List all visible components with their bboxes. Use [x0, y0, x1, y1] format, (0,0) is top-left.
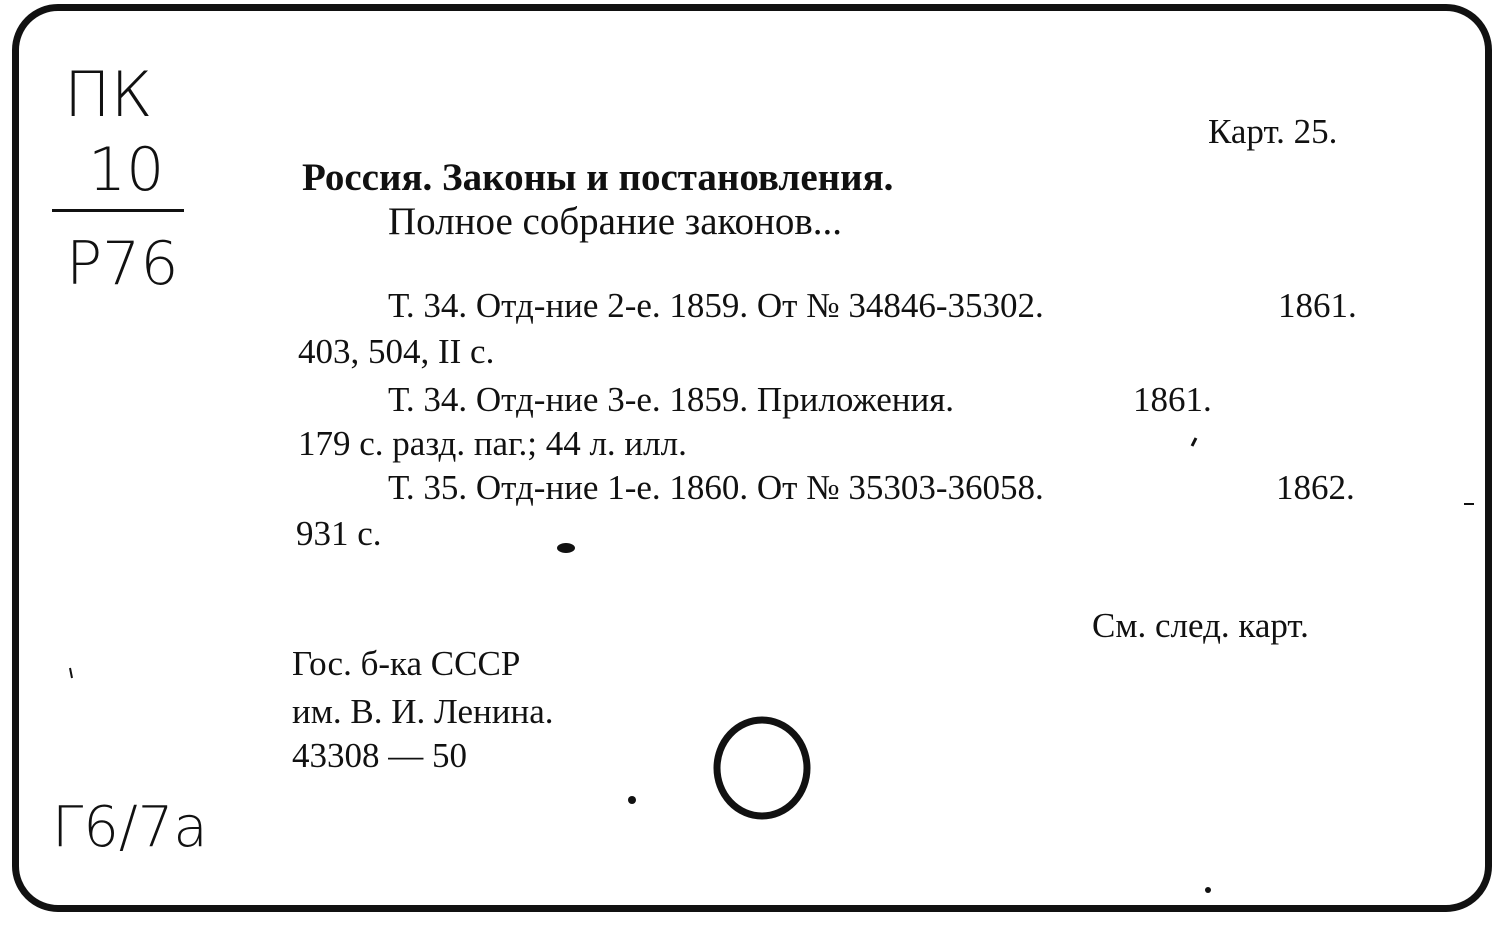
shelfmark-line1: ПК [64, 58, 153, 131]
entry-2-line1: Т. 34. Отд-ние 3-е. 1859. Приложения. [388, 380, 955, 419]
entry-3-line2: 931 с. [296, 514, 382, 553]
entry-1-year: 1861. [1278, 286, 1357, 325]
card-number: Карт. 25. [1208, 112, 1338, 151]
shelfmark-bottom: Г6/7а [52, 795, 208, 860]
entry-1-line1: Т. 34. Отд-ние 2-е. 1859. От № 34846-35302. [388, 286, 1044, 325]
library-line3: 43308 — 50 [292, 736, 467, 775]
library-line2: им. В. И. Ленина. [292, 692, 554, 731]
heading-author: Россия. Законы и постановления. [302, 156, 894, 199]
library-line1: Гос. б-ка СССР [292, 644, 521, 683]
see-next-card: См. след. карт. [1092, 606, 1309, 645]
heading-title: Полное собрание законов... [388, 200, 843, 243]
entry-2-line2: 179 с. разд. паг.; 44 л. илл. [298, 424, 687, 463]
ink-speck [628, 796, 636, 804]
entry-1-line2: 403, 504, II с. [298, 332, 495, 371]
ink-speck [1205, 887, 1211, 893]
punch-hole [717, 720, 807, 816]
ink-speck [1192, 438, 1196, 446]
entry-3-year: 1862. [1276, 468, 1355, 507]
shelfmark-line2: 10 [88, 135, 165, 205]
ink-speck [70, 668, 72, 678]
shelfmark-line3: Р76 [66, 229, 179, 299]
ink-blot [557, 543, 575, 553]
entry-3-line1: Т. 35. Отд-ние 1-е. 1860. От № 35303-36058. [388, 468, 1044, 507]
entry-2-year: 1861. [1133, 380, 1212, 419]
